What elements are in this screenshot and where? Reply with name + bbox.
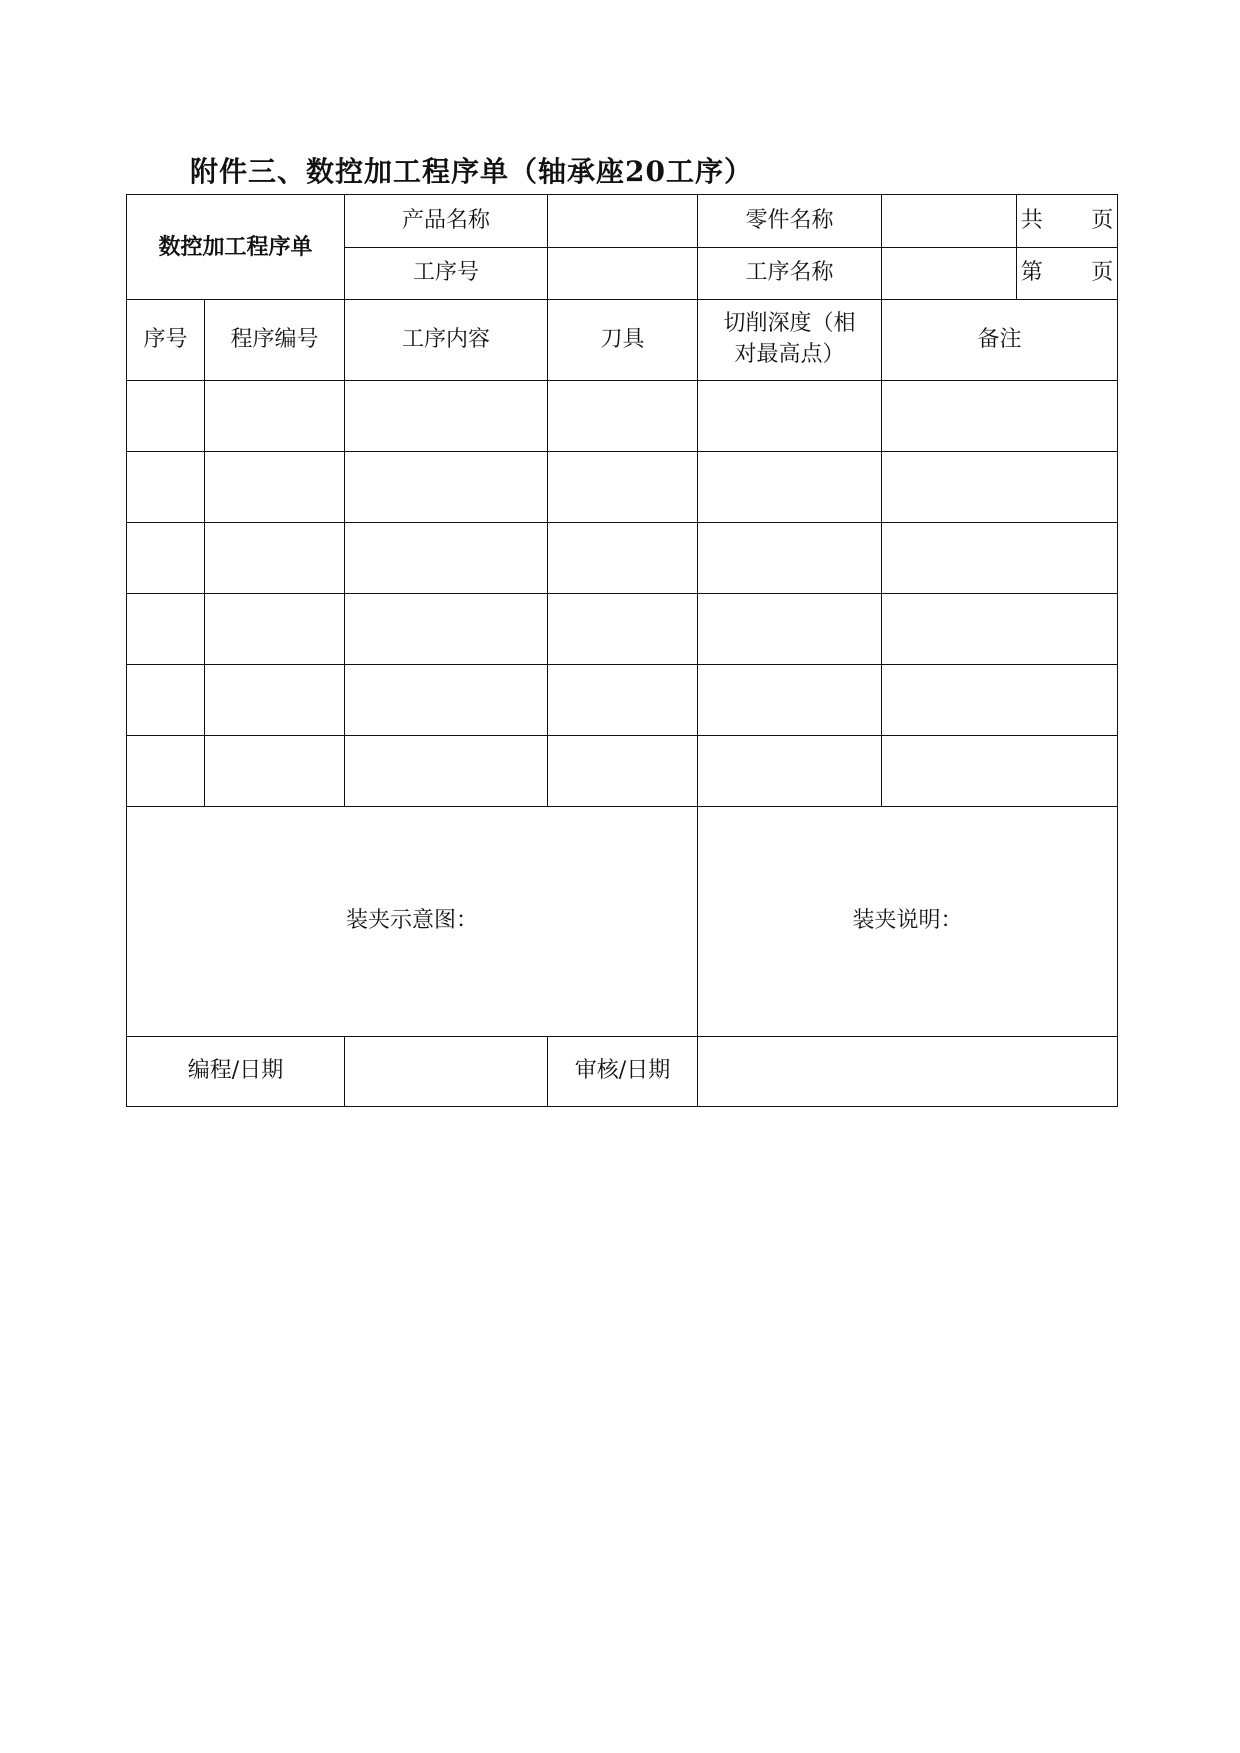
cell-depth[interactable] — [698, 665, 882, 736]
cell-program-no[interactable] — [205, 381, 345, 452]
cell-depth[interactable] — [698, 736, 882, 807]
reviewer-date-field[interactable] — [698, 1037, 1118, 1107]
cell-depth[interactable] — [698, 523, 882, 594]
cell-tool[interactable] — [548, 665, 698, 736]
total-pages-suffix: 页 — [1091, 207, 1114, 233]
cnc-program-sheet — [126, 194, 1118, 1107]
table-row — [127, 452, 1118, 523]
cell-tool[interactable] — [548, 736, 698, 807]
column-header-program-no: 程序编号 — [205, 300, 345, 381]
cell-remark[interactable] — [882, 381, 1118, 452]
clamp-description-label: 装夹说明： — [852, 908, 963, 934]
cell-tool[interactable] — [548, 452, 698, 523]
cell-program-no[interactable] — [205, 594, 345, 665]
cell-depth[interactable] — [698, 452, 882, 523]
page-no-suffix: 页 — [1091, 260, 1114, 286]
page-no-cell[interactable] — [1017, 248, 1118, 300]
product-name-label: 产品名称 — [345, 195, 548, 248]
depth-header-line1: 切削深度（相 — [723, 311, 856, 337]
cell-seq[interactable] — [127, 523, 205, 594]
cell-program-no[interactable] — [205, 452, 345, 523]
process-name-label: 工序名称 — [698, 248, 882, 300]
cell-depth[interactable] — [698, 594, 882, 665]
table-row — [127, 523, 1118, 594]
cell-program-no[interactable] — [205, 523, 345, 594]
cell-content[interactable] — [345, 594, 548, 665]
cell-tool[interactable] — [548, 594, 698, 665]
sheet-main-label: 数控加工程序单 — [127, 195, 345, 300]
cell-depth[interactable] — [698, 381, 882, 452]
total-pages-cell[interactable] — [1017, 195, 1118, 248]
page-no-prefix: 第 — [1020, 260, 1043, 286]
table-row — [127, 736, 1118, 807]
cell-remark[interactable] — [882, 523, 1118, 594]
cell-content[interactable] — [345, 665, 548, 736]
cell-program-no[interactable] — [205, 665, 345, 736]
cell-remark[interactable] — [882, 736, 1118, 807]
cell-content[interactable] — [345, 381, 548, 452]
column-header-remark: 备注 — [882, 300, 1118, 381]
total-pages-prefix: 共 — [1020, 207, 1043, 233]
document-title: 附件三、数控加工程序单（轴承座20工序） — [190, 155, 753, 188]
column-header-seq: 序号 — [127, 300, 205, 381]
cell-content[interactable] — [345, 523, 548, 594]
cell-remark[interactable] — [882, 452, 1118, 523]
cell-seq[interactable] — [127, 452, 205, 523]
programmer-date-field[interactable] — [345, 1037, 548, 1107]
column-header-content: 工序内容 — [345, 300, 548, 381]
cell-seq[interactable] — [127, 381, 205, 452]
cell-seq[interactable] — [127, 736, 205, 807]
clamp-description-area[interactable] — [698, 807, 1118, 1037]
process-no-label: 工序号 — [345, 248, 548, 300]
clamp-diagram-area[interactable] — [127, 807, 698, 1037]
table-row — [127, 594, 1118, 665]
cell-tool[interactable] — [548, 523, 698, 594]
cell-tool[interactable] — [548, 381, 698, 452]
depth-header-line2: 对最高点） — [734, 342, 845, 367]
cell-seq[interactable] — [127, 594, 205, 665]
table-row — [127, 665, 1118, 736]
process-no-field[interactable] — [548, 248, 698, 300]
table-row — [127, 381, 1118, 452]
programmer-date-label: 编程/日期 — [127, 1037, 345, 1107]
part-name-field[interactable] — [882, 195, 1017, 248]
cell-seq[interactable] — [127, 665, 205, 736]
cell-program-no[interactable] — [205, 736, 345, 807]
cell-content[interactable] — [345, 452, 548, 523]
reviewer-date-label: 审核/日期 — [548, 1037, 698, 1107]
clamp-diagram-label: 装夹示意图： — [346, 908, 479, 934]
cell-remark[interactable] — [882, 665, 1118, 736]
cell-remark[interactable] — [882, 594, 1118, 665]
column-header-depth — [698, 300, 882, 381]
column-header-tool: 刀具 — [548, 300, 698, 381]
part-name-label: 零件名称 — [698, 195, 882, 248]
product-name-field[interactable] — [548, 195, 698, 248]
cell-content[interactable] — [345, 736, 548, 807]
process-name-field[interactable] — [882, 248, 1017, 300]
